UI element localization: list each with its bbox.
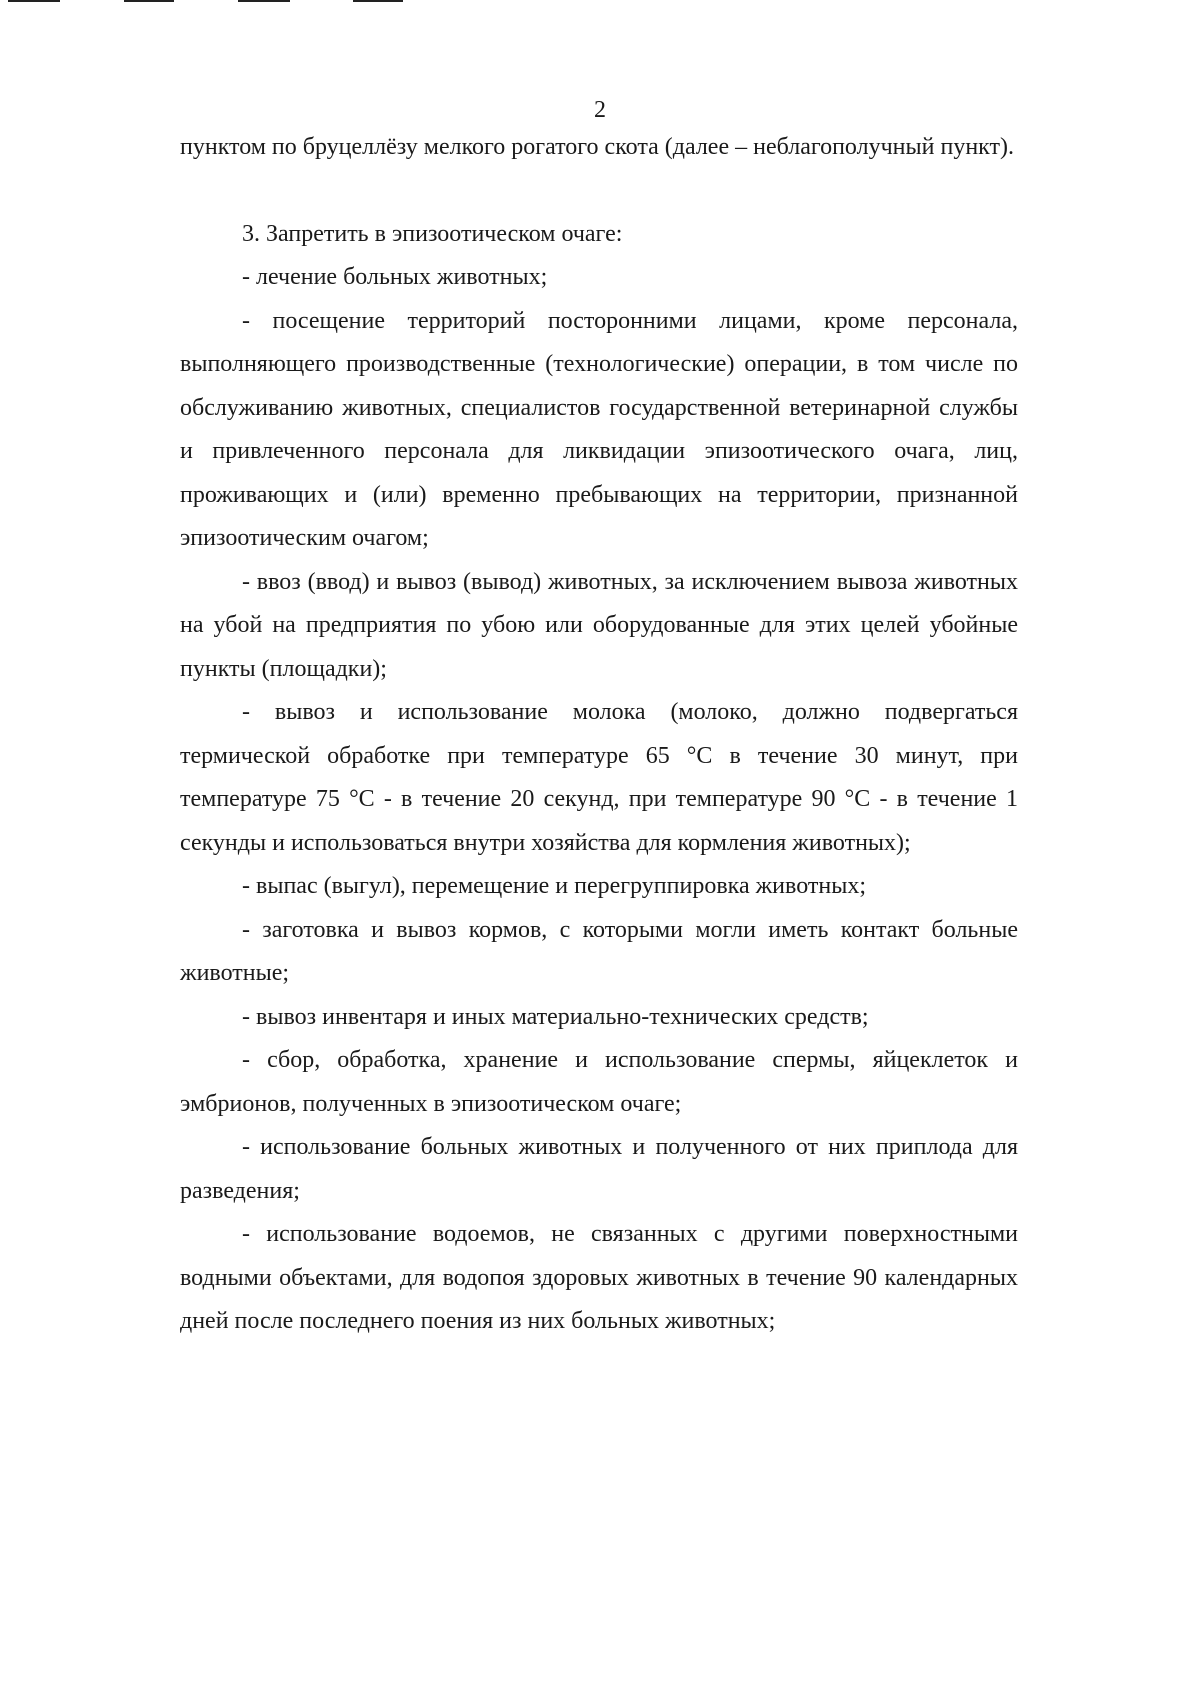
paragraph-treatment-ban: - лечение больных животных; (242, 264, 548, 290)
paragraph-continuation: пунктом по бруцеллёзу мелкого рогатого скота (далее – неблагополучный пункт). (180, 134, 1014, 160)
scan-mark (124, 0, 174, 2)
scan-mark (8, 0, 60, 2)
scan-mark (238, 0, 290, 2)
paragraph-visits-ban: - посещение территорий посторонними лицами, кроме персонала, выполняющего производственные (технологические) операции, в том числе по обслуживанию животных, специалистов государственной ветеринарной службы и привлеченного персонала для ликвидации эпизоотического очага, лиц, проживающих и (или) временно пребывающих на территории, признанной эпизоотическим очагом; (180, 307, 1018, 551)
paragraph-import-export-ban: - ввоз (ввод) и вывоз (вывод) животных, за исключением вывоза животных на убой на предприятия по убою или оборудованные для этих целей убойные пункты (площадки); (180, 568, 1018, 682)
paragraph-water-ban: - использование водоемов, не связанных с другими поверхностными водными объектами, для водопоя здоровых животных в течение 90 календарных дней после последнего поения из них больных животных; (180, 1221, 1018, 1334)
paragraph-milk-ban: - вывоз и использование молока (молоко, должно подвергаться термической обработке при температуре 65 °С в течение 30 минут, при температуре 75 °С - в течение 20 секунд, при температуре 90 °С - в течение 1 секунды и использоваться внутри хозяйства для кормления животных); (180, 699, 1018, 856)
scan-edge-marks (0, 0, 480, 6)
page-number: 2 (594, 97, 606, 123)
paragraph-feed-ban: - заготовка и вывоз кормов, с которыми могли иметь контакт больные животные; (180, 916, 1018, 986)
document-body (180, 126, 1018, 1344)
paragraph-inventory-ban: - вывоз инвентаря и иных материально-технических средств; (242, 1003, 869, 1030)
scan-mark (353, 0, 403, 2)
paragraph-item-3-heading: 3. Запретить в эпизоотическом очаге: (242, 220, 623, 247)
paragraph-breeding-ban: - использование больных животных и полученного от них приплода для разведения; (180, 1134, 1018, 1204)
paragraph-sperm-ban: - сбор, обработка, хранение и использование спермы, яйцеклеток и эмбрионов, полученных в эпизоотическом очаге; (180, 1047, 1018, 1117)
paragraph-grazing-ban: - выпас (выгул), перемещение и перегруппировка животных; (242, 873, 866, 899)
paragraph-gap (180, 170, 1018, 213)
